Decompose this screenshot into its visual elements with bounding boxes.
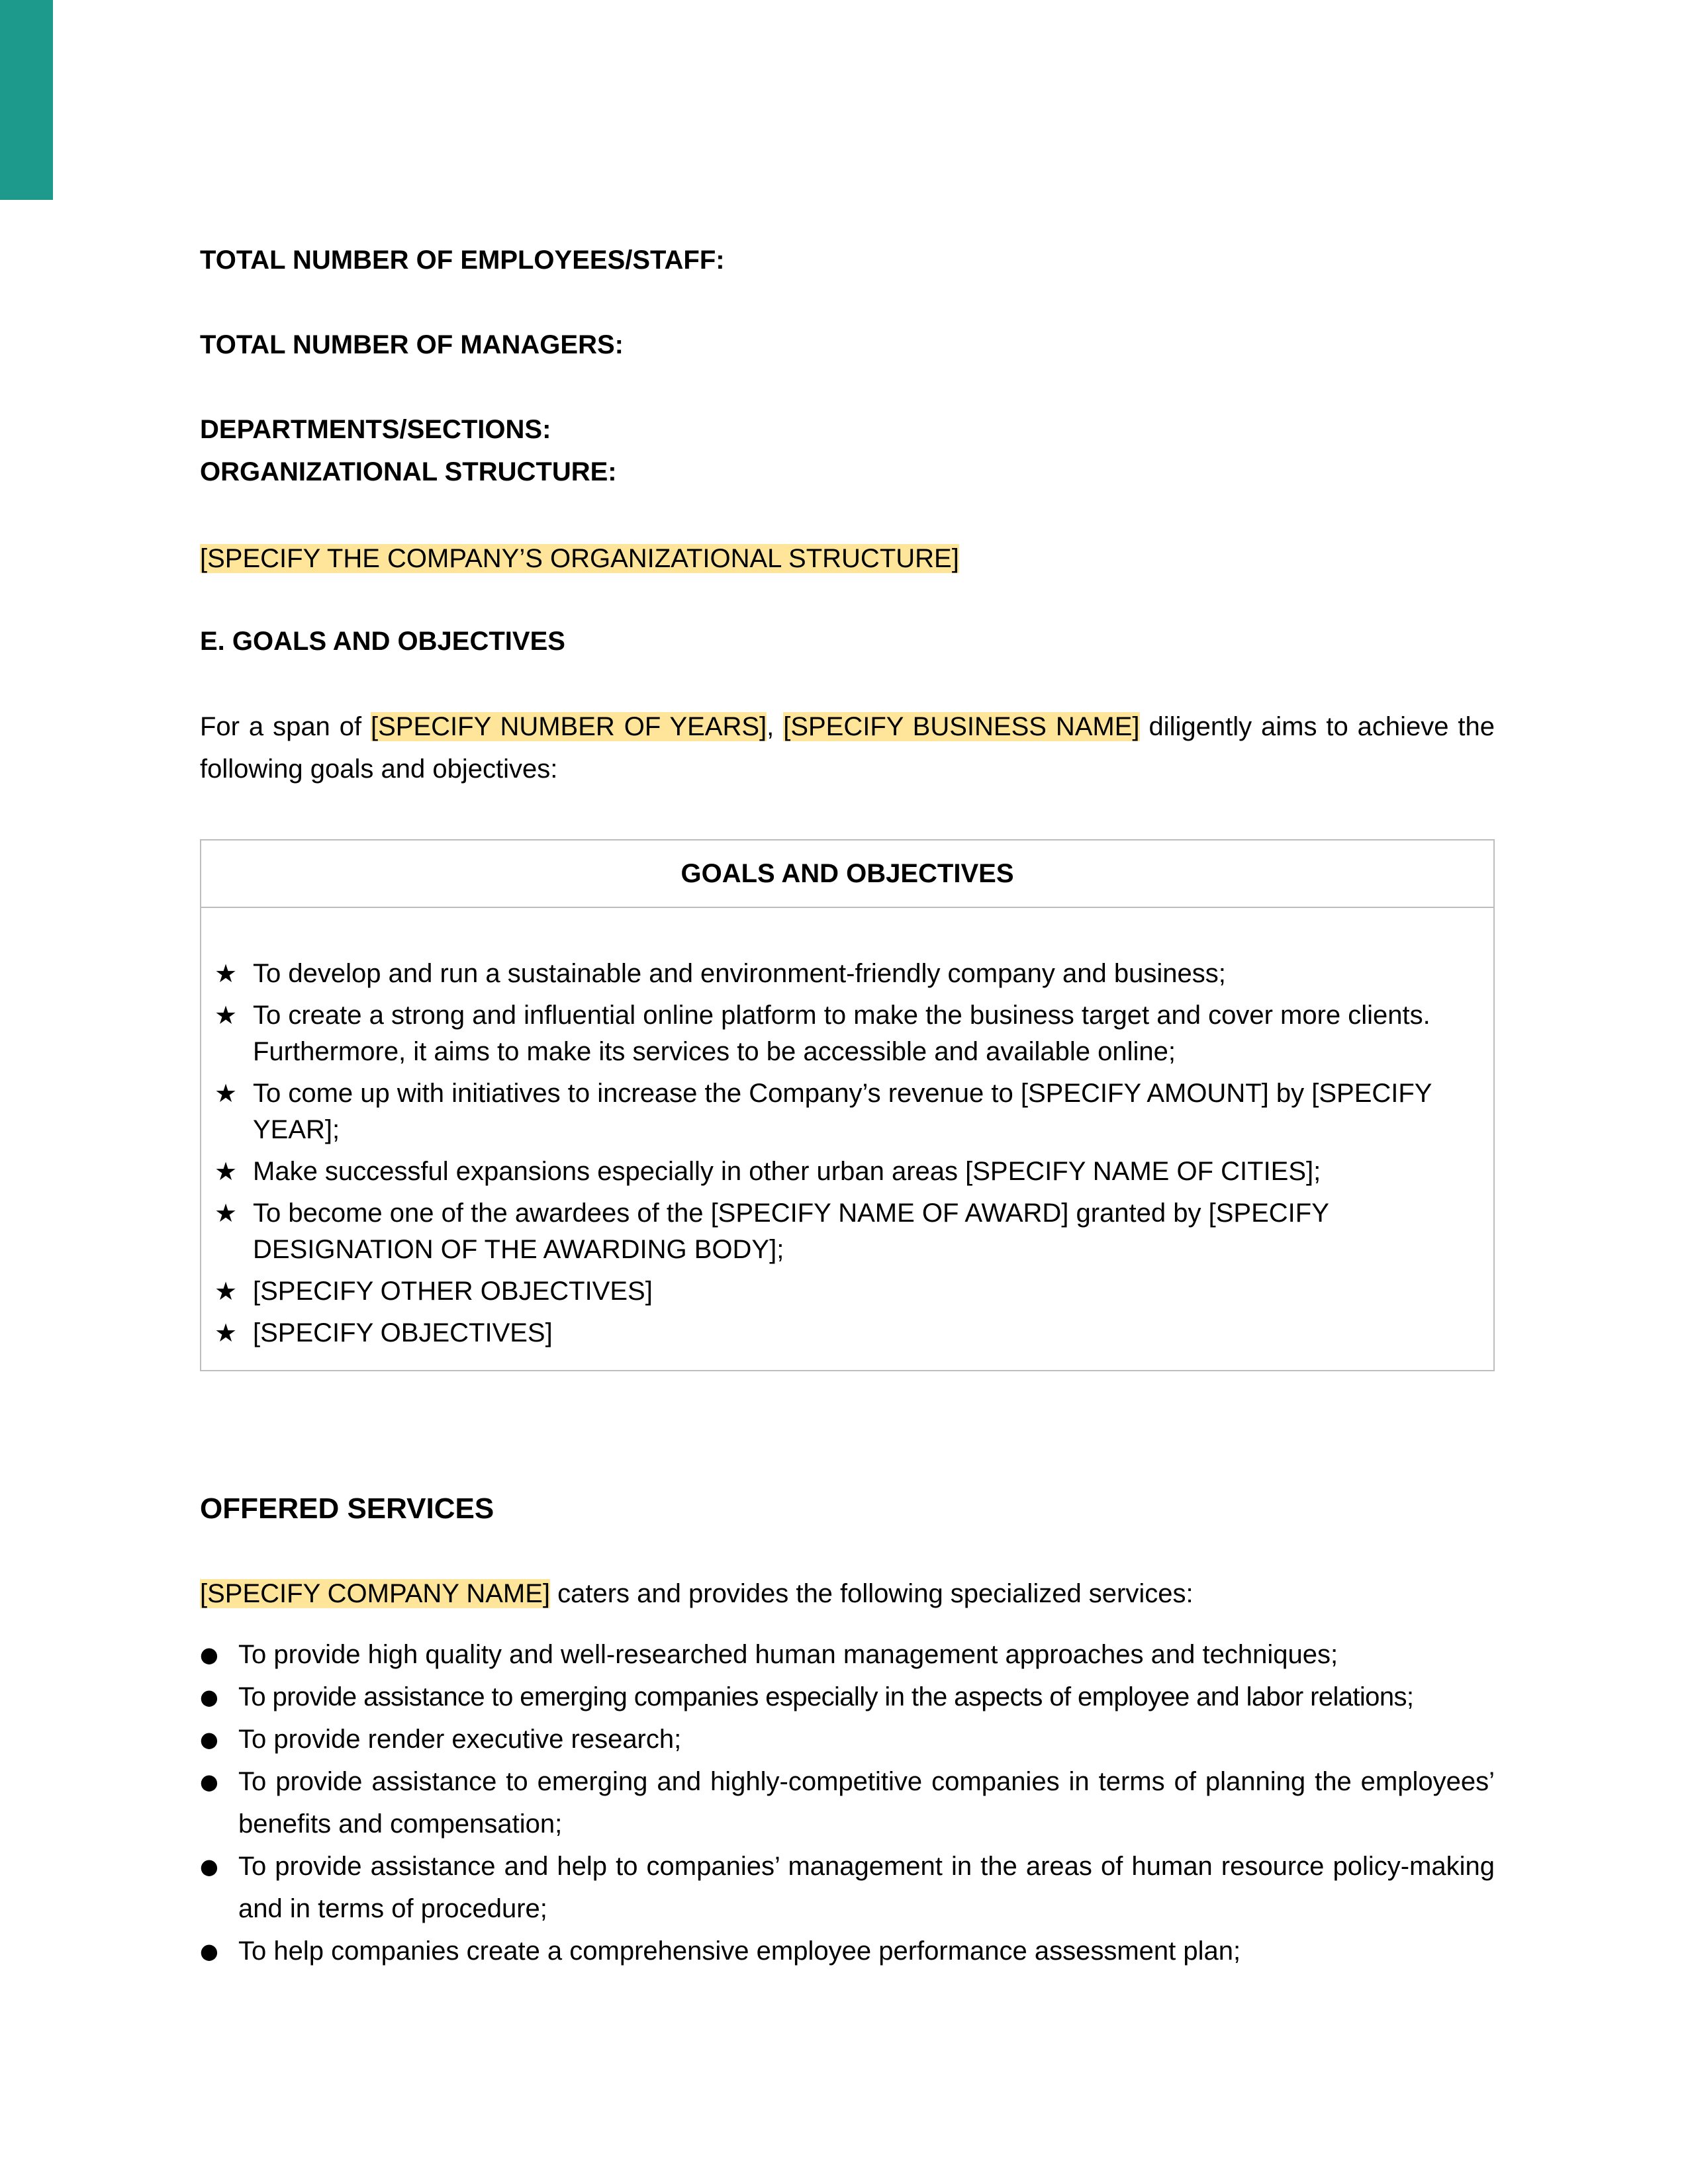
service-item — [200, 1760, 1495, 1845]
departments-label: DEPARTMENTS/SECTIONS: — [200, 415, 551, 444]
service-text: To provide assistance to emerging and highly-competitive companies in terms of planning the employees’ benefits and compensation; — [238, 1767, 1495, 1839]
org-structure-placeholder: [SPECIFY THE COMPANY’S ORGANIZATIONAL STRUCTURE] — [200, 544, 959, 573]
goal-text: [SPECIFY OBJECTIVES] — [253, 1318, 553, 1347]
service-text: To provide high quality and well-researched human management approaches and techniques; — [238, 1640, 1338, 1669]
bullet-dot-icon: ● — [200, 1938, 218, 1964]
goal-text: To become one of the awardees of the [SPECIFY NAME OF AWARD] granted by [SPECIFY DESIGNATION OF THE AWARDING BODY]; — [253, 1199, 1329, 1264]
goal-item — [214, 997, 1472, 1070]
service-item — [200, 1633, 1495, 1676]
company-name-placeholder: [SPECIFY COMPANY NAME] — [200, 1579, 551, 1608]
service-item — [200, 1845, 1495, 1930]
goal-text: Make successful expansions especially in other urban areas [SPECIFY NAME OF CITIES]; — [253, 1157, 1321, 1186]
org-structure-field — [200, 537, 959, 580]
org-structure-label: ORGANIZATIONAL STRUCTURE: — [200, 457, 617, 486]
service-text: To provide assistance and help to companies’ management in the areas of human resource policy-making and in terms of procedure; — [238, 1852, 1495, 1923]
service-text: To provide assistance to emerging companies especially in the aspects of employee and labor relations; — [238, 1682, 1414, 1711]
goal-item — [214, 1154, 1472, 1190]
star-bullet-icon: ★ — [214, 1001, 238, 1030]
goals-intro-suffix: diligently aims to achieve the following goals and objectives: — [200, 712, 1495, 784]
managers-label: TOTAL NUMBER OF MANAGERS: — [200, 330, 624, 359]
star-bullet-icon: ★ — [214, 1079, 238, 1108]
goal-text: To create a strong and influential online platform to make the business target and cover more clients. Furthermore, it aims to make its services to be accessible and available online; — [253, 1001, 1430, 1066]
bullet-dot-icon: ● — [200, 1684, 218, 1709]
star-bullet-icon: ★ — [214, 1157, 238, 1186]
bullet-dot-icon: ● — [200, 1854, 218, 1879]
star-bullet-icon: ★ — [214, 959, 238, 988]
goal-text: To develop and run a sustainable and environment-friendly company and business; — [253, 959, 1226, 988]
star-bullet-icon: ★ — [214, 1277, 238, 1306]
goal-item — [214, 1315, 1472, 1351]
goals-table — [200, 839, 1495, 1371]
service-text: To help companies create a comprehensive employee performance assessment plan; — [238, 1936, 1241, 1966]
bullet-dot-icon: ● — [200, 1642, 218, 1667]
service-item — [200, 1718, 1495, 1760]
goal-item — [214, 1075, 1472, 1148]
goals-intro — [200, 705, 1495, 790]
goal-item — [214, 956, 1472, 992]
services-heading: OFFERED SERVICES — [200, 1492, 494, 1525]
business-name-placeholder: [SPECIFY BUSINESS NAME] — [783, 712, 1140, 741]
goal-item — [214, 1273, 1472, 1310]
services-list — [200, 1633, 1495, 1972]
goal-item — [214, 1195, 1472, 1268]
goals-list — [214, 956, 1472, 1357]
years-placeholder: [SPECIFY NUMBER OF YEARS] — [371, 712, 767, 741]
service-item — [200, 1676, 1495, 1718]
service-text: To provide render executive research; — [238, 1725, 682, 1754]
goal-text: To come up with initiatives to increase the Company’s revenue to [SPECIFY AMOUNT] by [SPECIFY YEAR]; — [253, 1079, 1432, 1144]
goals-intro-comma: , — [767, 712, 784, 741]
goals-table-header: GOALS AND OBJECTIVES — [201, 841, 1493, 908]
services-intro — [200, 1575, 1194, 1612]
bullet-dot-icon: ● — [200, 1769, 218, 1794]
service-item — [200, 1930, 1495, 1972]
accent-bar — [0, 0, 53, 200]
goal-text: [SPECIFY OTHER OBJECTIVES] — [253, 1277, 653, 1306]
employees-label: TOTAL NUMBER OF EMPLOYEES/STAFF: — [200, 246, 725, 275]
star-bullet-icon: ★ — [214, 1199, 238, 1228]
star-bullet-icon: ★ — [214, 1318, 238, 1347]
bullet-dot-icon: ● — [200, 1727, 218, 1752]
goals-heading: E. GOALS AND OBJECTIVES — [200, 627, 565, 656]
services-intro-suffix: caters and provides the following specialized services: — [550, 1579, 1194, 1608]
goals-intro-prefix: For a span of — [200, 712, 371, 741]
